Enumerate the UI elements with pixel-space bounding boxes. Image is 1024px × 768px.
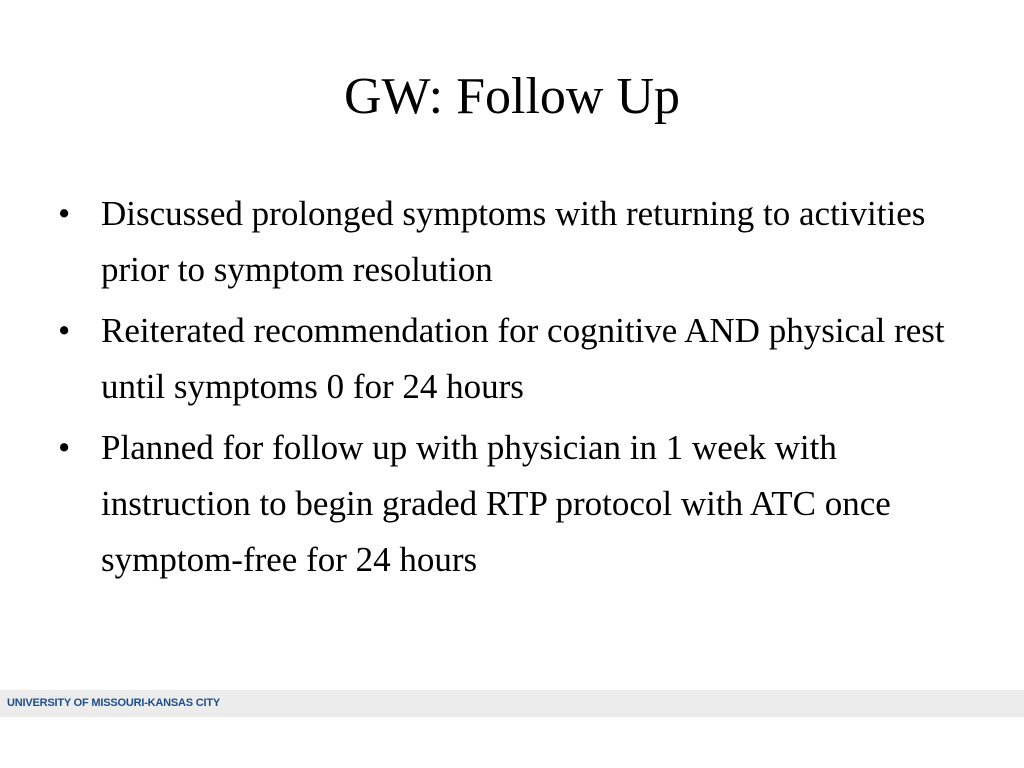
slide-title: GW: Follow Up — [343, 68, 681, 125]
bullet-item — [58, 420, 958, 588]
bullet-text: Discussed prolonged symptoms with returning to activities prior to symptom resolution — [101, 194, 926, 289]
bullet-list — [58, 186, 958, 593]
bullet-item — [58, 303, 958, 415]
institution-logo-text: UNIVERSITY OF MISSOURI-KANSAS CITY — [7, 697, 221, 709]
footer-band — [0, 690, 1024, 717]
bullet-icon: • — [58, 311, 71, 350]
bullet-icon: • — [58, 428, 71, 467]
bullet-text: Reiterated recommendation for cognitive AND physical rest until symptoms 0 for 24 hours — [101, 311, 945, 406]
bullet-item — [58, 186, 958, 298]
bullet-text: Planned for follow up with physician in 1 week with instruction to begin graded RTP protocol with ATC once symptom-free for 24 hours — [101, 428, 891, 579]
bullet-icon: • — [58, 194, 71, 233]
